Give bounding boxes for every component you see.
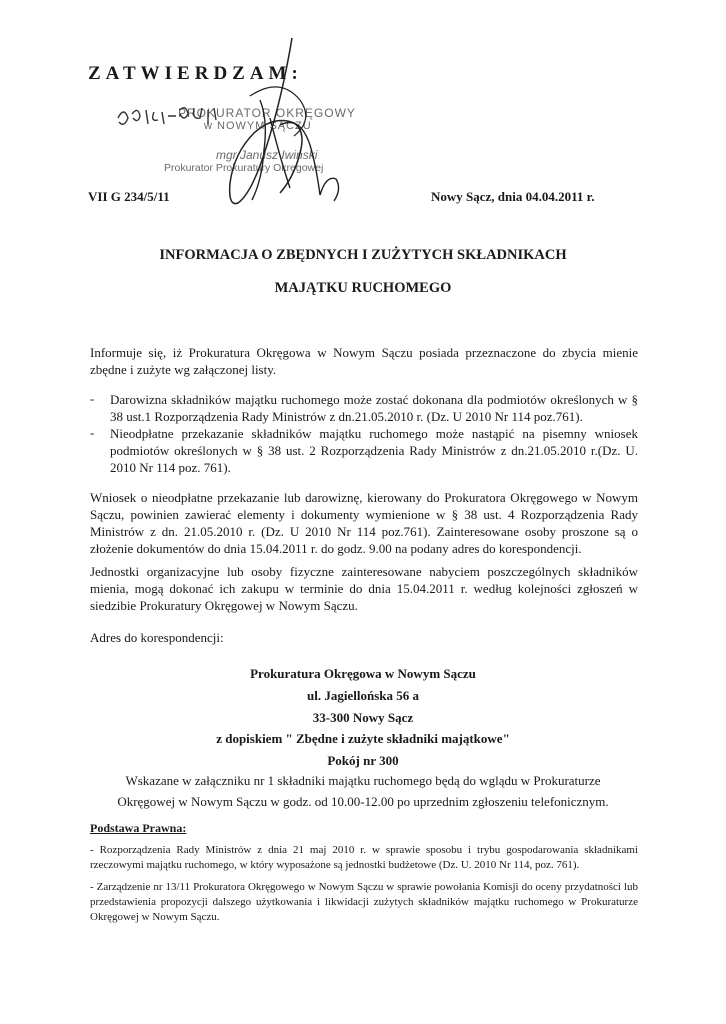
bullet-item-1: Darowizna składników majątku ruchomego może zostać dokonana dla podmiotów określonych w § 38 ust.1 Rozporządzenia Rady Ministrów z dn.21.05.2010 r. (Dz. U 2010 Nr 114 poz.761).	[110, 392, 638, 424]
approval-heading: ZATWIERDZAM:	[88, 63, 303, 84]
stamp-line-1: PROKURATOR OKRĘGOWY	[178, 106, 356, 120]
intro-paragraph: Informuje się, iż Prokuratura Okręgowa w Nowym Sączu posiada przeznaczone do zbycia mienie zbędne i zużyte wg załączonej listy.	[90, 345, 638, 377]
stamp-line-4: Prokurator Prokuratury Okręgowej	[164, 162, 324, 174]
viewing-note-line-1: Wskazane w załączniku nr 1 składniki majątku ruchomego będą do wglądu w Prokuraturze	[125, 773, 601, 788]
case-number: VII G 234/5/11	[88, 189, 170, 204]
bullet-dash: -	[90, 391, 95, 406]
viewing-note-line-2: Okręgowej w Nowym Sączu w godz. od 10.00-12.00 po uprzednim zgłoszeniu telefonicznym.	[117, 794, 609, 809]
stamp-line-3: mgr Janusz Iwiński	[216, 148, 318, 162]
purchase-paragraph: Jednostki organizacyjne lub osoby fizyczne zainteresowane nabyciem poszczególnych składników mienia, mogą dokonać ich zakupu w terminie do dnia 15.04.2011 r. według kolejności zgłoszeń w siedzibie Prokuratury Okręgowej w Nowym Sączu.	[90, 564, 638, 613]
address-line-5: Pokój nr 300	[327, 753, 399, 768]
document-title-line-2: MAJĄTKU RUCHOMEGO	[274, 280, 452, 296]
place-and-date: Nowy Sącz, dnia 04.04.2011 r.	[431, 189, 595, 204]
address-line-2: ul. Jagiellońska 56 a	[307, 688, 419, 703]
address-label: Adres do korespondencji:	[90, 630, 224, 645]
legal-basis-title: Podstawa Prawna:	[90, 821, 187, 835]
bullet-dash: -	[90, 425, 95, 440]
application-paragraph: Wniosek o nieodpłatne przekazanie lub darowiznę, kierowany do Prokuratora Okręgowego w Nowym Sączu, powinien zawierać elementy i dokumenty wymienione w § 38 ust. 4 Rozporządzenia Rady Ministrów z dn. 21.05.2010 r. (Dz. U 2010 Nr 114 poz.761). Zainteresowane osoby proszone są o złożenie dokumentów do dnia 15.04.2011 r. do godz. 9.00 na podany adres do korespondencji.	[90, 490, 638, 556]
address-line-3: 33-300 Nowy Sącz	[312, 710, 414, 725]
legal-basis-item-2: - Zarządzenie nr 13/11 Prokuratora Okręgowego w Nowym Sączu w sprawie powołania Komisji do oceny przydatności lub przedstawienia propozycji dalszego użytkowania i likwidacji zużytych składników majątku ruchomego w Prokuraturze Okręgowej w Nowym Sączu.	[90, 881, 638, 923]
address-line-1: Prokuratura Okręgowa w Nowym Sączu	[250, 666, 476, 681]
bullet-item-2: Nieodpłatne przekazanie składników majątku ruchomego może nastąpić na pisemny wniosek podmiotów określonych w § 38 ust. 2 Rozporządzenia Rady Ministrów z dn.21.05.2010 r.(Dz. U. 2010 Nr 114 poz. 761).	[110, 426, 638, 475]
stamp-line-2: w NOWYM SĄCZU	[204, 120, 312, 132]
document-title-line-1: INFORMACJA O ZBĘDNYCH I ZUŻYTYCH SKŁADNIKACH	[159, 247, 567, 263]
address-line-4: z dopiskiem " Zbędne i zużyte składniki majątkowe"	[216, 731, 510, 746]
legal-basis-item-1: - Rozporządzenia Rady Ministrów z dnia 21 maj 2010 r. w sprawie sposobu i trybu gospodarowania składnikami rzeczowymi majątku ruchomego, w który wyposażone są jednostki budżetowe (Dz. U. 2010 Nr 114, poz. 761).	[90, 844, 638, 871]
